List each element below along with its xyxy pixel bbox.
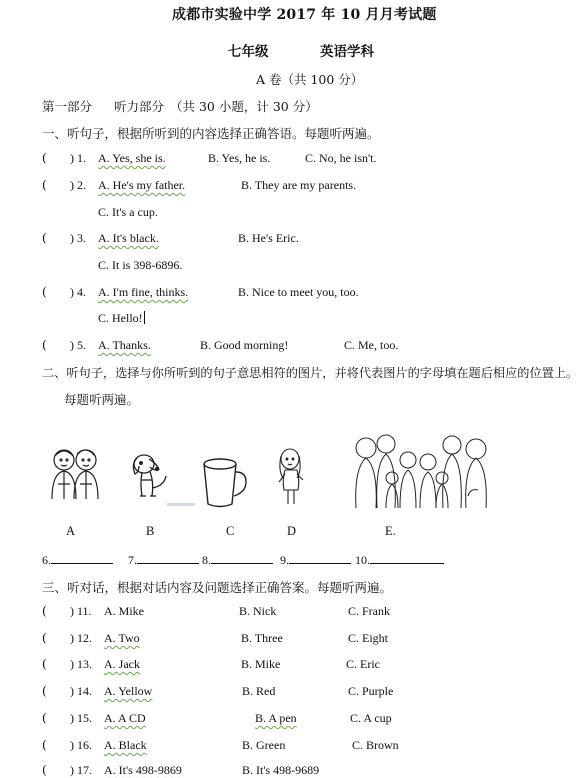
option-b: B. Mike	[241, 657, 281, 671]
option-b: B. He's Eric.	[238, 231, 299, 245]
option-c: C. A cup	[350, 711, 392, 725]
blank-number: 9.	[280, 553, 289, 567]
option-c: C. Brown	[352, 738, 399, 752]
option-a: A. I'm fine, thinks.	[98, 285, 189, 299]
question-number: ) 2.	[70, 178, 86, 192]
option-c: C. Hello!	[98, 311, 143, 325]
section3-instruction: 三、听对话，根据对话内容及问题选择正确答案。每题听两遍。	[42, 580, 393, 595]
blank-number: 6.	[42, 553, 51, 567]
section2-instruction: 二、听句子，选择与你所听到的句子意思相符的图片，并将代表图片的字母填在题后相应的位置上。	[42, 366, 579, 380]
option-b: B. Yes, he is.	[208, 151, 271, 165]
part-name: 听力部分	[114, 99, 165, 114]
subject-label: 英语学科	[320, 44, 374, 60]
volume-label: A 卷（共 100 分）	[256, 72, 364, 87]
option-b: B. A pen	[255, 711, 297, 725]
option-c-wrap	[98, 311, 145, 326]
blank-8[interactable]	[202, 551, 273, 568]
option-b: B. Three	[241, 631, 283, 645]
blank-line[interactable]	[51, 551, 113, 564]
answer-paren: (	[42, 711, 47, 725]
option-a: A. A CD	[104, 711, 146, 725]
option-c: C. Frank	[348, 604, 390, 618]
answer-paren: (	[42, 151, 47, 165]
blank-number: 10.	[355, 553, 370, 567]
question-number: ) 1.	[70, 151, 86, 165]
question-number: ) 17.	[70, 763, 92, 777]
option-c: C. Purple	[348, 684, 394, 698]
cup-icon	[200, 456, 248, 510]
option-c: C. Eight	[348, 631, 389, 645]
text-cursor	[144, 311, 145, 324]
picture-label-b: B	[146, 524, 155, 538]
option-b: B. Nice to meet you, too.	[238, 285, 359, 299]
option-c: C. It's a cup.	[98, 205, 158, 219]
picture-label-d: D	[287, 524, 297, 538]
option-b: B. Good morning!	[200, 338, 289, 352]
option-c: C. Eric	[346, 657, 380, 671]
question-number: ) 13.	[70, 657, 92, 671]
option-b: B. Red	[242, 684, 276, 698]
exam-title: 成都市实验中学 2017 年 10 月月考试题	[172, 7, 437, 23]
answer-paren: (	[42, 178, 47, 192]
blank-10[interactable]	[355, 551, 444, 568]
option-b: B. It's 498-9689	[242, 763, 320, 777]
option-c: C. It is 398-6896.	[98, 258, 183, 272]
option-a: A. Yellow	[104, 684, 153, 698]
answer-paren: (	[42, 338, 47, 352]
answer-paren: (	[42, 631, 47, 645]
option-a: A. Jack	[104, 657, 140, 671]
elderly-couple-icon	[44, 444, 108, 504]
blank-line[interactable]	[211, 551, 273, 564]
part-label: 第一部分	[42, 99, 93, 114]
question-number: ) 15.	[70, 711, 92, 725]
question-number: ) 11.	[70, 604, 92, 618]
blank-9[interactable]	[280, 551, 351, 568]
option-b: B. Nick	[239, 604, 277, 618]
question-number: ) 16.	[70, 738, 92, 752]
watermark-stripe	[167, 503, 195, 506]
blank-number: 8.	[202, 553, 211, 567]
option-a: A. He's my father.	[98, 178, 186, 192]
answer-paren: (	[42, 604, 47, 618]
option-a: A. Yes, she is.	[98, 151, 166, 165]
blank-line[interactable]	[289, 551, 351, 564]
question-number: ) 4.	[70, 285, 86, 299]
option-a: A. It's 498-9869	[104, 763, 182, 777]
section2-instruction-2: 每题听两遍。	[64, 392, 140, 407]
question-number: ) 12.	[70, 631, 92, 645]
option-b: B. They are my parents.	[241, 178, 357, 192]
option-a: A. Mike	[104, 604, 144, 618]
question-number: ) 14.	[70, 684, 92, 698]
option-a: A. Thanks.	[98, 338, 151, 352]
picture-label-c: C	[226, 524, 235, 538]
grade-label: 七年级	[228, 44, 269, 60]
blank-number: 7.	[128, 553, 137, 567]
option-c: C. No, he isn't.	[305, 151, 377, 165]
family-icon	[352, 432, 498, 512]
section1-instruction: 一、听句子，根据所听到的内容选择正确答语。每题听两遍。	[42, 126, 380, 141]
option-c: C. Me, too.	[344, 338, 399, 352]
blank-6[interactable]	[42, 551, 113, 568]
option-a: A. Two	[104, 631, 140, 645]
dog-icon	[128, 450, 172, 508]
option-b: B. Green	[242, 738, 286, 752]
question-number: ) 3.	[70, 231, 86, 245]
answer-paren: (	[42, 684, 47, 698]
blank-line[interactable]	[137, 551, 199, 564]
question-number: ) 5.	[70, 338, 86, 352]
part-detail: （共 30 小题，计 30 分）	[170, 99, 318, 114]
answer-paren: (	[42, 738, 47, 752]
blank-7[interactable]	[128, 551, 199, 568]
blank-line[interactable]	[370, 551, 444, 564]
answer-paren: (	[42, 231, 47, 245]
picture-label-e: E.	[385, 524, 396, 538]
answer-paren: (	[42, 285, 47, 299]
option-a: A. It's black.	[98, 231, 159, 245]
picture-label-a: A	[66, 524, 76, 538]
answer-paren: (	[42, 657, 47, 671]
girl-icon	[272, 446, 312, 508]
answer-paren: (	[42, 763, 47, 777]
option-a: A. Black	[104, 738, 147, 752]
